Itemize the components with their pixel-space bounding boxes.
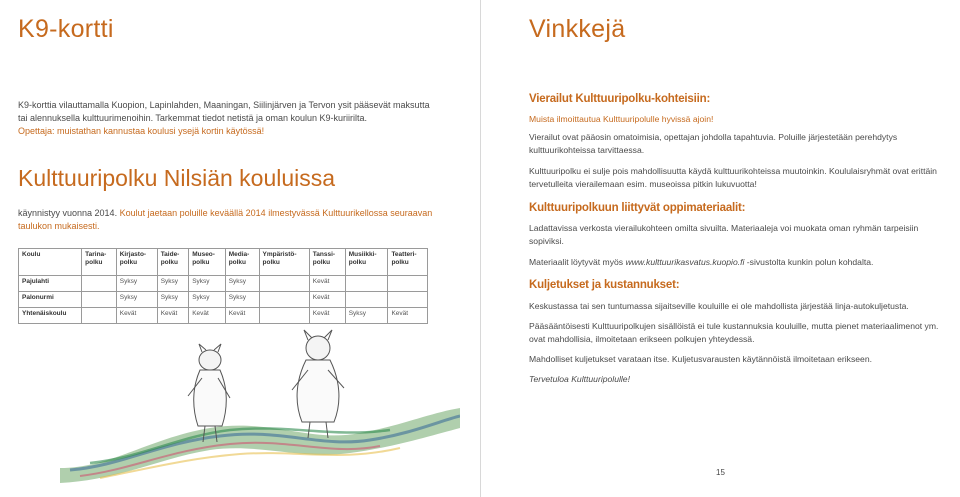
right-page [481, 0, 960, 497]
table-cell [82, 276, 117, 292]
section-sub [18, 207, 458, 233]
table-header-cell: Media- polku [225, 249, 259, 276]
table-cell: Syksy [116, 292, 157, 308]
visits-p3: Kulttuuripolku ei sulje pois mahdollisuutta käydä kulttuurikohteissa muutoinkin. Koululaisryhmät ovat erittäin tervetulleita vierailemaan esim. museoissa pitkin lukuvuotta! [529, 166, 937, 189]
visits-p1: Muista ilmoittautua Kulttuuripolulle hyvissä ajoin! [529, 114, 714, 124]
materials-p2 [529, 256, 944, 269]
table-row [19, 292, 428, 308]
table-row [19, 276, 428, 292]
table-cell: Syksy [157, 292, 189, 308]
page-title-right: Vinkkejä [529, 15, 626, 43]
table-cell: Syksy [189, 276, 226, 292]
table-header-cell: Ympäristö- polku [259, 249, 309, 276]
table-row-school: Yhtenäiskoulu [19, 308, 82, 324]
table-header-cell: Museo- polku [189, 249, 226, 276]
intro-line-1: K9-korttia vilauttamalla Kuopion, Lapinlahden, Maaningan, Siilinjärven ja Tervon ysit pääsevät maksutta [18, 100, 430, 110]
table-header-cell: Taide- polku [157, 249, 189, 276]
table-header-cell: Teatteri- polku [388, 249, 428, 276]
table-cell [259, 292, 309, 308]
materials-link[interactable]: www.kulttuurikasvatus.kuopio.fi [625, 257, 745, 267]
table-cell: Kevät [309, 276, 345, 292]
table-header-cell: Koulu [19, 249, 82, 276]
section-heading: Kulttuuripolku Nilsiän kouluissa [18, 165, 336, 191]
table-cell: Syksy [189, 292, 226, 308]
table-cell [82, 292, 117, 308]
materials-p2-prefix: Materiaalit löytyvät myös [529, 257, 626, 267]
materials-p2-suffix: -sivustolta kunkin polun kohdalta. [744, 257, 874, 267]
page-number: 15 [716, 468, 725, 477]
grass-wave [60, 408, 460, 483]
schedule-table-header [19, 249, 428, 276]
schedule-table [18, 248, 428, 324]
table-cell: Syksy [116, 276, 157, 292]
illustration-two-figures-on-grass [60, 318, 460, 483]
transport-p2: Pääsääntöisesti Kulttuuripolkujen sisällöistä ei tule kustannuksia kouluille, mutta pienet materiaalimenot ym. ovat mahdollisia, ilmoitetaan erikseen polkujen yhteydessä. [529, 321, 939, 344]
materials-heading: Kulttuuripolkuun liittyvät oppimateriaalit: [529, 202, 746, 214]
transport-heading: Kuljetukset ja kustannukset: [529, 279, 680, 291]
table-cell: Kevät [388, 308, 428, 324]
intro-line-3: Opettaja: muistathan kannustaa koulusi ysejä kortin käytössä! [18, 126, 265, 136]
table-header-cell: Musiikki- polku [345, 249, 388, 276]
schedule-table-body [19, 276, 428, 324]
table-cell: Kevät [157, 308, 189, 324]
table-cell: Syksy [157, 276, 189, 292]
transport-p1: Keskustassa tai sen tuntumassa sijaitseville kouluille ei ole mahdollista järjestää linja-autokuljetusta. [529, 301, 909, 311]
table-cell: Syksy [225, 276, 259, 292]
table-cell [259, 276, 309, 292]
table-cell: Syksy [345, 308, 388, 324]
table-cell: Kevät [309, 292, 345, 308]
sub-part-3: taulukon mukaisesti. [18, 221, 100, 231]
table-cell: Kevät [189, 308, 226, 324]
intro-line-2: tai alennuksella kulttuurimenoihin. Tarkemmat tiedot netistä ja oman koulun K9-kuriirilta. [18, 113, 368, 123]
page-title-left: K9-kortti [18, 15, 114, 43]
materials-p1: Ladattavissa verkosta vierailukohteen omilta sivuilta. Materiaaleja voi muokata oman ryhmän tarpeisiin sopiviksi. [529, 223, 919, 246]
table-header-cell: Kirjasto- polku [116, 249, 157, 276]
table-cell: Kevät [116, 308, 157, 324]
welcome-text: Tervetuloa Kulttuuripolulle! [529, 374, 630, 384]
transport-p3: Mahdolliset kuljetukset varataan itse. Kuljetusvarausten käytännöistä ilmoitetaan erikseen. [529, 354, 872, 364]
table-header-cell: Tanssi- polku [309, 249, 345, 276]
header-row [19, 249, 428, 276]
sub-part-1: käynnistyy vuonna 2014. [18, 208, 120, 218]
sub-part-2: Koulut jaetaan poluille keväällä 2014 ilmestyvässä Kulttuurikellossa seuraavan [119, 208, 433, 218]
figure-right [292, 330, 344, 438]
table-cell [345, 276, 388, 292]
visits-heading: Vierailut Kulttuuripolku-kohteisiin: [529, 93, 711, 105]
table-cell: Syksy [225, 292, 259, 308]
table-header-cell: Tarina- polku [82, 249, 117, 276]
table-cell [388, 292, 428, 308]
table-cell: Kevät [225, 308, 259, 324]
k9-intro [18, 99, 458, 138]
table-row-school: Palonurmi [19, 292, 82, 308]
table-cell [345, 292, 388, 308]
table-cell [388, 276, 428, 292]
visits-p2: Vierailut ovat pääosin omatoimisia, opettajan johdolla tapahtuvia. Poluille järjestetään perehdytys kulttuurikohteissa tarvittaessa. [529, 132, 898, 155]
table-row-school: Pajulahti [19, 276, 82, 292]
table-cell: Kevät [309, 308, 345, 324]
